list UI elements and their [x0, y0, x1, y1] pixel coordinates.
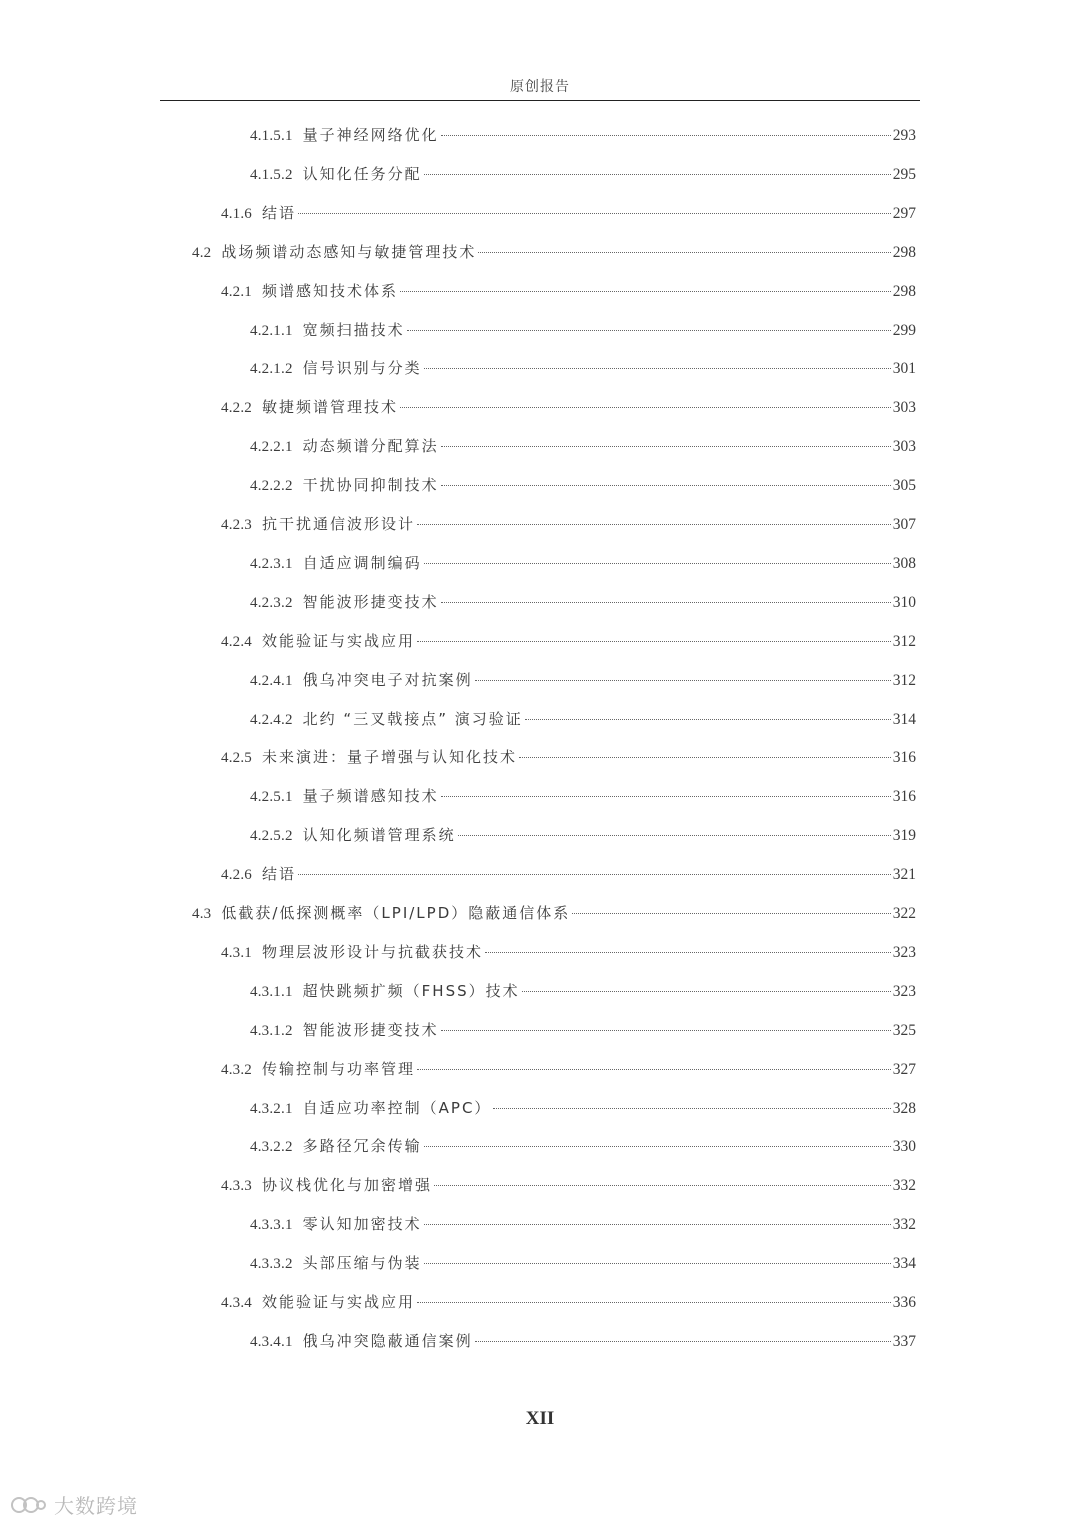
- toc-entry[interactable]: [250, 708, 916, 734]
- toc-entry-title: 传输控制与功率管理: [262, 1059, 416, 1078]
- toc-entry-number: 4.3.2.1: [250, 1100, 293, 1117]
- toc-entry-page: 334: [892, 1255, 916, 1273]
- toc-entry-number: 4.2.3.1: [250, 555, 293, 572]
- toc-entry-number: 4.2.2.1: [250, 439, 293, 456]
- toc-entry[interactable]: [250, 785, 916, 811]
- toc-entry[interactable]: [221, 746, 916, 772]
- toc-entry-title: 俄乌冲突电子对抗案例: [302, 670, 473, 689]
- toc-entry-page: 295: [892, 165, 916, 183]
- toc-dot-leader: [298, 213, 891, 214]
- toc-entry-page: 332: [892, 1177, 916, 1195]
- toc-entry-page: 332: [892, 1216, 916, 1234]
- toc-entry-title: 超快跳频扩频（FHSS）技术: [302, 981, 520, 1000]
- toc-entry[interactable]: [221, 202, 916, 228]
- toc-entry-title: 干扰协同抑制技术: [302, 476, 439, 495]
- toc-entry-page: 323: [892, 943, 916, 961]
- toc-entry-number: 4.3.2.2: [250, 1139, 293, 1156]
- toc-entry-page: 297: [892, 204, 916, 222]
- toc-dot-leader: [424, 563, 891, 564]
- toc-dot-leader: [493, 1108, 890, 1109]
- toc-entry-page: 314: [892, 710, 916, 728]
- toc-entry[interactable]: [250, 319, 916, 345]
- toc-entry-title: 抗干扰通信波形设计: [262, 515, 416, 533]
- toc-entry[interactable]: [250, 591, 916, 617]
- toc-entry[interactable]: [221, 630, 916, 656]
- toc-dot-leader: [441, 602, 891, 603]
- toc-entry-title: 认知化频谱管理系统: [302, 826, 456, 845]
- toc-entry-page: 308: [892, 554, 916, 572]
- toc-entry-title: 结语: [262, 203, 297, 222]
- toc-entry-number: 4.2.1.1: [250, 322, 293, 339]
- toc-entry-title: 信号识别与分类: [302, 359, 422, 378]
- toc-entry[interactable]: [250, 1135, 916, 1161]
- toc-entry-number: 4.2.1: [221, 283, 252, 300]
- toc-entry-title: 效能验证与实战应用: [262, 631, 416, 650]
- toc-dot-leader: [298, 874, 891, 875]
- toc-entry-title: 结语: [262, 865, 297, 884]
- toc-entry-page: 293: [892, 127, 916, 144]
- toc-entry-number: 4.2.4.2: [250, 711, 293, 728]
- toc-entry-number: 4.2.4: [221, 633, 252, 650]
- watermark: [10, 1490, 138, 1519]
- toc-entry-number: 4.3: [192, 906, 212, 922]
- header-rule: [160, 100, 920, 101]
- toc-entry[interactable]: [221, 863, 916, 889]
- toc-dot-leader: [400, 291, 891, 292]
- toc-entry[interactable]: [250, 1097, 916, 1123]
- toc-entry-number: 4.3.3.1: [250, 1217, 293, 1234]
- toc-entry-number: 4.1.5.2: [250, 166, 293, 183]
- toc-dot-leader: [519, 757, 891, 758]
- toc-entry[interactable]: [221, 396, 916, 422]
- toc-entry-page: 312: [892, 671, 916, 689]
- toc-entry-title: 头部压缩与伪装: [302, 1254, 422, 1273]
- toc-entry-page: 316: [892, 788, 916, 806]
- toc-entry-page: 301: [892, 360, 916, 378]
- toc-entry-page: 337: [892, 1332, 916, 1350]
- toc-entry-number: 4.3.1.2: [250, 1022, 293, 1039]
- toc-entry-number: 4.3.3: [221, 1178, 252, 1195]
- toc-entry-page: 323: [892, 982, 916, 1000]
- toc-dot-leader: [475, 1341, 891, 1342]
- toc-entry-page: 298: [892, 282, 916, 300]
- toc-entry-title: 多路径冗余传输: [302, 1137, 422, 1156]
- toc-entry-title: 协议栈优化与加密增强: [262, 1176, 433, 1195]
- toc-entry-title: 智能波形捷变技术: [302, 592, 439, 611]
- toc-entry-title: 未来演进：量子增强与认知化技术: [262, 748, 518, 767]
- toc-entry-title: 自适应调制编码: [302, 553, 422, 572]
- toc-entry-title: 量子频谱感知技术: [302, 787, 439, 806]
- toc-entry-number: 4.2: [192, 244, 212, 261]
- toc-dot-leader: [407, 330, 891, 331]
- toc-dot-leader: [572, 913, 891, 914]
- toc-entry-number: 4.2.5.2: [250, 828, 293, 845]
- toc-entry-number: 4.1.5.1: [250, 128, 293, 144]
- toc-entry-page: 336: [892, 1294, 916, 1311]
- toc-entry-page: 330: [892, 1138, 916, 1156]
- toc-dot-leader: [424, 174, 891, 175]
- toc-dot-leader: [458, 835, 891, 836]
- toc-entry-page: 321: [892, 866, 916, 884]
- toc-entry-page: 322: [892, 905, 916, 922]
- toc-entry[interactable]: [221, 280, 916, 306]
- toc-dot-leader: [475, 680, 891, 681]
- toc-entry-number: 4.1.6: [221, 205, 252, 222]
- toc-entry-title: 低截获/低探测概率（LPI/LPD）隐蔽通信体系: [221, 904, 571, 922]
- toc-entry-number: 4.3.3.2: [250, 1256, 293, 1273]
- toc-entry[interactable]: [250, 163, 916, 189]
- toc-entry-page: 319: [892, 827, 916, 845]
- toc-entry[interactable]: [221, 1291, 916, 1317]
- toc-entry-title: 量子神经网络优化: [302, 126, 439, 144]
- toc-entry-title: 效能验证与实战应用: [262, 1293, 416, 1311]
- toc-entry[interactable]: [250, 435, 916, 461]
- toc-entry-title: 敏捷频谱管理技术: [262, 398, 399, 417]
- toc-entry[interactable]: [221, 1174, 916, 1200]
- toc-entry-page: 303: [892, 399, 916, 417]
- toc-entry-page: 307: [892, 516, 916, 533]
- toc-entry-page: 310: [892, 593, 916, 611]
- toc-entry-page: 316: [892, 749, 916, 767]
- toc-dot-leader: [400, 407, 891, 408]
- toc-entry[interactable]: [192, 241, 916, 267]
- toc-entry[interactable]: [221, 941, 916, 967]
- toc-dot-leader: [522, 991, 891, 992]
- toc-dot-leader: [478, 252, 890, 253]
- toc-entry-title: 物理层波形设计与抗截获技术: [262, 942, 484, 961]
- toc-entry[interactable]: [250, 357, 916, 383]
- toc-dot-leader: [441, 485, 891, 486]
- toc-entry-number: 4.2.3: [221, 517, 252, 533]
- toc-dot-leader: [434, 1185, 891, 1186]
- watermark-logo-icon: [10, 1493, 48, 1517]
- toc-entry-page: 327: [892, 1060, 916, 1078]
- toc-entry[interactable]: [221, 513, 916, 539]
- toc-entry-title: 宽频扫描技术: [302, 320, 405, 339]
- toc-dot-leader: [417, 524, 891, 525]
- toc-entry-page: 298: [892, 243, 916, 261]
- watermark-text: 大数跨境: [54, 1494, 138, 1518]
- toc-dot-leader: [417, 1069, 891, 1070]
- toc-dot-leader: [424, 1146, 891, 1147]
- toc-entry[interactable]: [250, 124, 916, 150]
- toc-entry-page: 303: [892, 438, 916, 456]
- toc-entry-title: 智能波形捷变技术: [302, 1020, 439, 1039]
- toc-dot-leader: [441, 1030, 891, 1031]
- toc-entry-number: 4.3.4: [221, 1295, 252, 1311]
- toc-entry-title: 俄乌冲突隐蔽通信案例: [302, 1331, 473, 1350]
- toc-entry[interactable]: [250, 1330, 916, 1356]
- toc-entry-number: 4.2.5.1: [250, 789, 293, 806]
- toc-entry-title: 认知化任务分配: [302, 164, 422, 183]
- toc-entry-page: 312: [892, 632, 916, 650]
- toc-dot-leader: [441, 135, 891, 136]
- toc-entry-number: 4.3.2: [221, 1061, 252, 1078]
- toc-dot-leader: [417, 1302, 891, 1303]
- toc-entry[interactable]: [250, 824, 916, 850]
- toc-entry[interactable]: [250, 669, 916, 695]
- toc-entry-number: 4.2.4.1: [250, 672, 293, 689]
- toc-entry-title: 动态频谱分配算法: [302, 437, 439, 456]
- toc-entry[interactable]: [250, 1252, 916, 1278]
- toc-entry-number: 4.2.6: [221, 867, 252, 884]
- toc-entry-title: 频谱感知技术体系: [262, 281, 399, 300]
- toc-entry-number: 4.2.3.2: [250, 594, 293, 611]
- toc-entry[interactable]: [250, 474, 916, 500]
- toc-entry[interactable]: [250, 980, 916, 1006]
- toc-entry-number: 4.3.4.1: [250, 1333, 293, 1350]
- toc-entry[interactable]: [221, 1058, 916, 1084]
- toc-dot-leader: [424, 1263, 891, 1264]
- toc-dot-leader: [424, 368, 891, 369]
- toc-dot-leader: [441, 796, 891, 797]
- page-number: XII: [525, 1408, 555, 1429]
- toc-entry[interactable]: [250, 552, 916, 578]
- toc-dot-leader: [417, 641, 891, 642]
- toc-entry-number: 4.2.2.2: [250, 478, 293, 495]
- toc-entry-number: 4.2.1.2: [250, 361, 293, 378]
- toc-entry-title: 零认知加密技术: [302, 1215, 422, 1234]
- toc-dot-leader: [485, 952, 891, 953]
- toc-entry-page: 328: [892, 1099, 916, 1117]
- toc-entry-page: 325: [892, 1021, 916, 1039]
- running-header: 原创报告: [510, 79, 570, 95]
- toc-dot-leader: [525, 719, 891, 720]
- toc-entry[interactable]: [250, 1213, 916, 1239]
- toc-entry-title: 战场频谱动态感知与敏捷管理技术: [221, 242, 477, 261]
- toc-entry-page: 299: [892, 321, 916, 339]
- toc-entry[interactable]: [250, 1019, 916, 1045]
- toc-entry-number: 4.3.1.1: [250, 983, 293, 1000]
- toc-entry-number: 4.2.5: [221, 750, 252, 767]
- toc-entry-title: 自适应功率控制（APC）: [302, 1098, 492, 1117]
- toc-dot-leader: [424, 1224, 891, 1225]
- toc-entry-number: 4.2.2: [221, 400, 252, 417]
- toc-entry-title: 北约 “三叉戟接点” 演习验证: [302, 709, 523, 728]
- toc-dot-leader: [441, 446, 891, 447]
- toc-entry[interactable]: [192, 902, 916, 928]
- toc-entry-number: 4.3.1: [221, 944, 252, 961]
- toc-entry-page: 305: [892, 477, 916, 495]
